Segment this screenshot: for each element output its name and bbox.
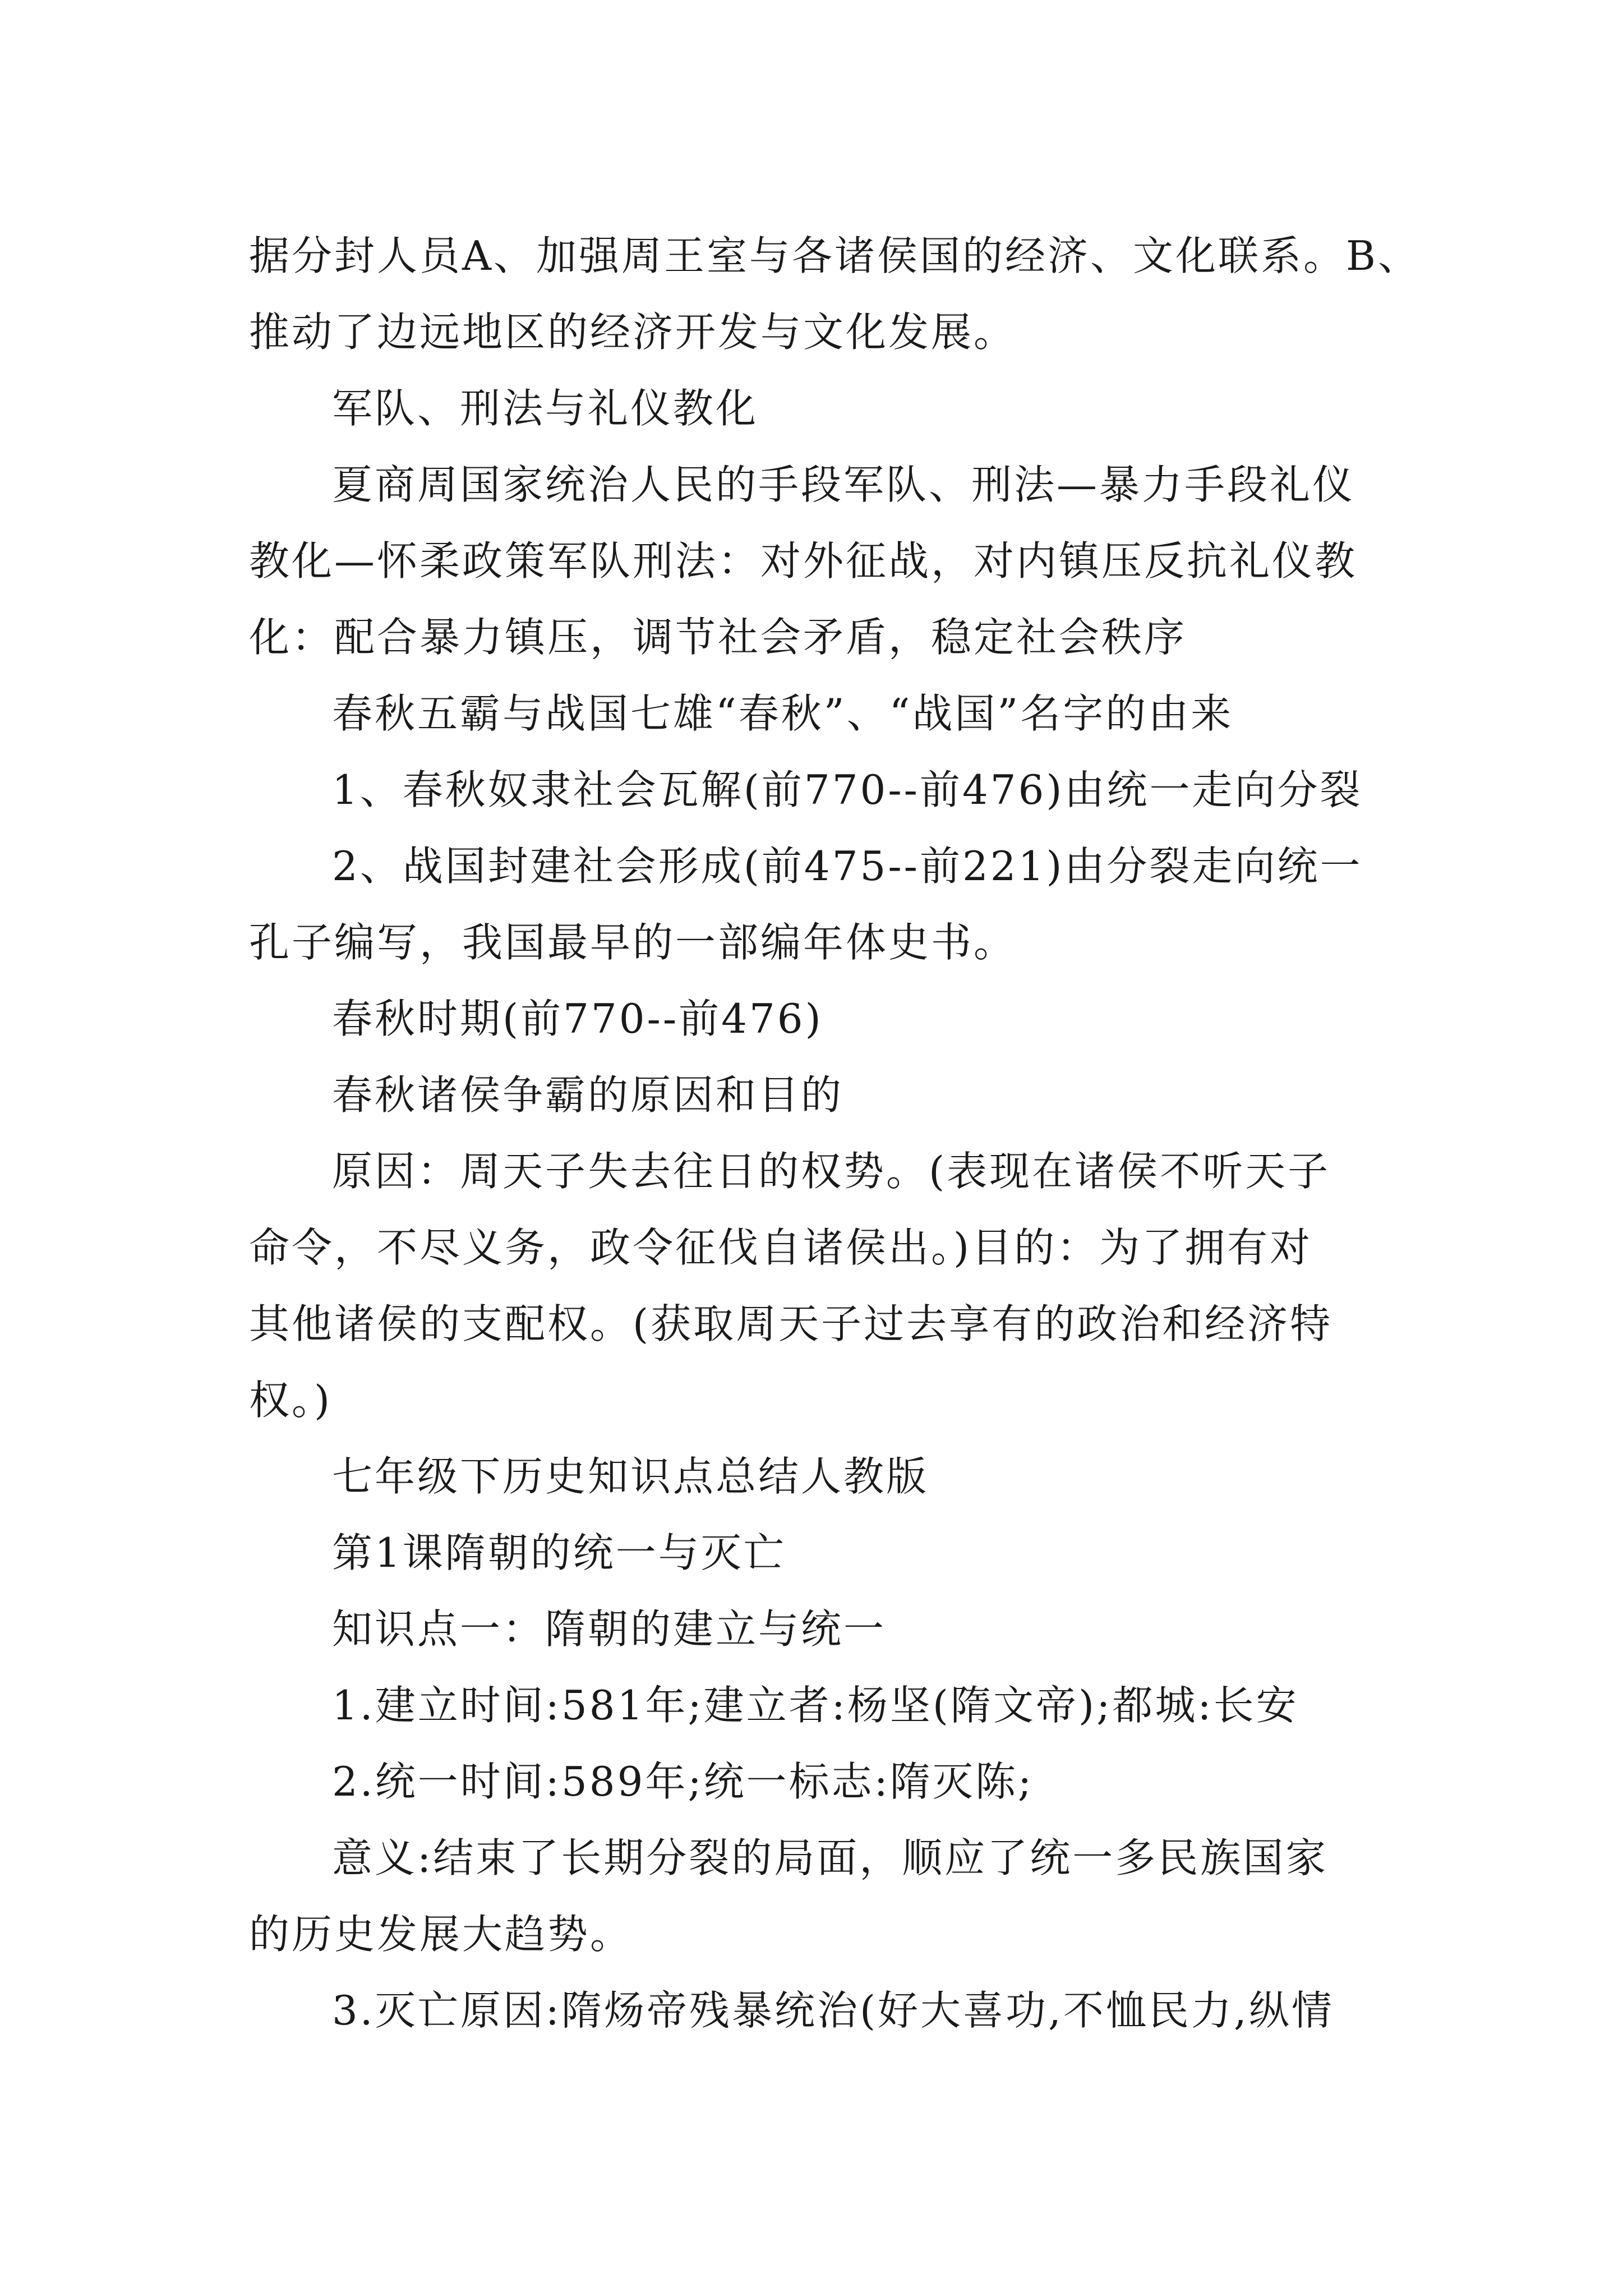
list-item: 1、春秋奴隶社会瓦解(前770--前476)由统一走向分裂 (332, 766, 1363, 813)
text-line: 命令，不尽义务，政令征伐自诸侯出。)目的：为了拥有对 (249, 1224, 1313, 1271)
heading-army-law-ritual: 军队、刑法与礼仪教化 (332, 385, 759, 432)
text-line: 推动了边远地区的经济开发与文化发展。 (249, 309, 1017, 356)
lesson-title: 第1课隋朝的统一与灭亡 (332, 1529, 786, 1576)
text-line: 春秋时期(前770--前476) (332, 995, 823, 1042)
text-line: 的历史发展大趋势。 (249, 1911, 633, 1958)
text-line: 权。) (249, 1377, 333, 1424)
list-item: 3.灭亡原因:隋炀帝残暴统治(好大喜功,不恤民力,纵情 (332, 1987, 1334, 2034)
text-line: 孔子编写，我国最早的一部编年体史书。 (249, 919, 1017, 966)
heading-hegemony: 春秋诸侯争霸的原因和目的 (332, 1071, 844, 1119)
text-line: 原因：周天子失去往日的权势。(表现在诸侯不听天子 (332, 1148, 1331, 1195)
section-title: 七年级下历史知识点总结人教版 (332, 1453, 929, 1500)
list-item: 2、战国封建社会形成(前475--前221)由分裂走向统一 (332, 843, 1363, 890)
text-line: 据分封人员A、加强周王室与各诸侯国的经济、文化联系。B、 (249, 232, 1421, 279)
text-line: 教化—怀柔政策军队刑法：对外征战，对内镇压反抗礼仪教 (249, 537, 1358, 585)
text-line: 意义:结束了长期分裂的局面，顺应了统一多民族国家 (332, 1834, 1329, 1881)
body-text (249, 218, 1421, 2049)
text-line: 其他诸侯的支配权。(获取周天子过去享有的政治和经济特 (249, 1300, 1333, 1347)
knowledge-point-title: 知识点一：隋朝的建立与统一 (332, 1605, 887, 1653)
text-line: 夏商周国家统治人民的手段军队、刑法—暴力手段礼仪 (332, 461, 1355, 508)
list-item: 1.建立时间:581年;建立者:杨坚(隋文帝);都城:长安 (332, 1682, 1299, 1729)
list-item: 2.统一时间:589年;统一标志:隋灭陈; (332, 1758, 1034, 1805)
text-line: 化：配合暴力镇压，调节社会矛盾，稳定社会秩序 (249, 614, 1187, 661)
heading-spring-autumn: 春秋五霸与战国七雄“春秋”、“战国”名字的由来 (332, 690, 1234, 737)
